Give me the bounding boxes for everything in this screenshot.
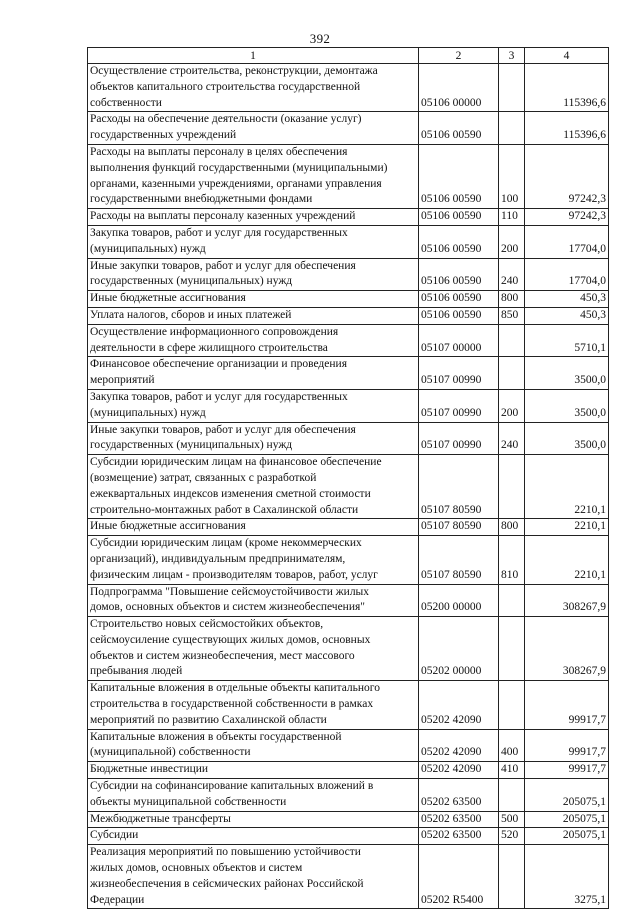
row-name-cell: Иные закупки товаров, работ и услуг для обеспечения государственных (муниципальных) нужд — [88, 422, 419, 455]
row-code-cell: 05202 63500 — [419, 811, 499, 828]
row-name-cell: Иные бюджетные ассигнования — [88, 291, 419, 308]
table-row — [88, 617, 609, 681]
row-code-cell: 05202 R5400 — [419, 845, 499, 909]
row-amount-cell: 5710,1 — [525, 324, 609, 357]
row-name-cell: Осуществление информационного сопровождения деятельности в сфере жилищного строительства — [88, 324, 419, 357]
row-amount-cell: 205075,1 — [525, 811, 609, 828]
table-row — [88, 584, 609, 617]
row-code-cell: 05107 80590 — [419, 519, 499, 536]
table-row — [88, 291, 609, 308]
row-type-cell — [499, 455, 525, 519]
row-name-cell: Иные бюджетные ассигнования — [88, 519, 419, 536]
row-amount-cell: 99917,7 — [525, 729, 609, 762]
row-code-cell: 05106 00590 — [419, 258, 499, 291]
table-row — [88, 64, 609, 112]
row-amount-cell: 3275,1 — [525, 845, 609, 909]
row-name-cell: Субсидии юридическим лицам (кроме некоммерческих организаций), индивидуальным предпринимателям, физическим лицам - производителям товаров, работ, услуг — [88, 536, 419, 584]
row-name-cell: Иные закупки товаров, работ и услуг для обеспечения государственных (муниципальных) нужд — [88, 258, 419, 291]
row-name-cell: Субсидии — [88, 828, 419, 845]
row-amount-cell: 450,3 — [525, 307, 609, 324]
column-header-4: 4 — [525, 48, 609, 64]
row-code-cell: 05107 00990 — [419, 357, 499, 390]
row-code-cell: 05106 00590 — [419, 209, 499, 226]
row-type-cell: 810 — [499, 536, 525, 584]
row-type-cell — [499, 112, 525, 145]
row-code-cell: 05107 00990 — [419, 389, 499, 422]
row-name-cell: Субсидии на софинансирование капитальных вложений в объекты муниципальной собственности — [88, 779, 419, 812]
row-amount-cell: 17704,0 — [525, 258, 609, 291]
row-code-cell: 05106 00590 — [419, 307, 499, 324]
table-row — [88, 811, 609, 828]
row-name-cell: Закупка товаров, работ и услуг для государственных (муниципальных) нужд — [88, 225, 419, 258]
row-amount-cell: 205075,1 — [525, 828, 609, 845]
table-row — [88, 536, 609, 584]
row-amount-cell: 115396,6 — [525, 64, 609, 112]
row-type-cell — [499, 779, 525, 812]
row-amount-cell: 3500,0 — [525, 422, 609, 455]
row-amount-cell: 17704,0 — [525, 225, 609, 258]
row-amount-cell: 2210,1 — [525, 455, 609, 519]
row-type-cell: 800 — [499, 519, 525, 536]
table-row — [88, 519, 609, 536]
row-code-cell: 05106 00590 — [419, 144, 499, 208]
row-type-cell: 400 — [499, 729, 525, 762]
row-code-cell: 05107 00990 — [419, 422, 499, 455]
row-amount-cell: 205075,1 — [525, 779, 609, 812]
column-header-3: 3 — [499, 48, 525, 64]
table-row — [88, 144, 609, 208]
row-type-cell: 410 — [499, 762, 525, 779]
row-type-cell: 200 — [499, 389, 525, 422]
row-type-cell — [499, 324, 525, 357]
row-type-cell — [499, 64, 525, 112]
row-name-cell: Межбюджетные трансферты — [88, 811, 419, 828]
row-type-cell: 520 — [499, 828, 525, 845]
table-row — [88, 307, 609, 324]
table-row — [88, 422, 609, 455]
page-number: 392 — [309, 31, 331, 46]
table-row — [88, 258, 609, 291]
table-row — [88, 389, 609, 422]
row-code-cell: 05202 42090 — [419, 681, 499, 729]
row-type-cell — [499, 617, 525, 681]
row-code-cell: 05202 63500 — [419, 828, 499, 845]
row-type-cell: 110 — [499, 209, 525, 226]
table-row — [88, 324, 609, 357]
row-code-cell: 05107 80590 — [419, 536, 499, 584]
row-amount-cell: 308267,9 — [525, 617, 609, 681]
row-type-cell: 100 — [499, 144, 525, 208]
row-name-cell: Бюджетные инвестиции — [88, 762, 419, 779]
row-code-cell: 05202 00000 — [419, 617, 499, 681]
table-body — [88, 64, 609, 909]
row-code-cell: 05107 80590 — [419, 455, 499, 519]
row-code-cell: 05202 42090 — [419, 762, 499, 779]
row-type-cell: 800 — [499, 291, 525, 308]
row-name-cell: Уплата налогов, сборов и иных платежей — [88, 307, 419, 324]
row-type-cell: 240 — [499, 422, 525, 455]
table-row — [88, 762, 609, 779]
row-name-cell: Капитальные вложения в объекты государственной (муниципальной) собственности — [88, 729, 419, 762]
table-row — [88, 209, 609, 226]
row-name-cell: Закупка товаров, работ и услуг для государственных (муниципальных) нужд — [88, 389, 419, 422]
table-row — [88, 729, 609, 762]
table-row — [88, 828, 609, 845]
row-amount-cell: 3500,0 — [525, 389, 609, 422]
budget-table — [87, 47, 609, 909]
row-amount-cell: 97242,3 — [525, 209, 609, 226]
row-amount-cell: 2210,1 — [525, 536, 609, 584]
row-amount-cell: 99917,7 — [525, 762, 609, 779]
row-type-cell — [499, 357, 525, 390]
row-amount-cell: 2210,1 — [525, 519, 609, 536]
row-amount-cell: 99917,7 — [525, 681, 609, 729]
header-row — [88, 48, 609, 64]
row-name-cell: Финансовое обеспечение организации и проведения мероприятий — [88, 357, 419, 390]
row-code-cell: 05107 00000 — [419, 324, 499, 357]
row-code-cell: 05106 00000 — [419, 64, 499, 112]
row-name-cell: Реализация мероприятий по повышению устойчивости жилых домов, основных объектов и систем жизнеобеспечения в сейсмических районах Российской Федерации — [88, 845, 419, 909]
row-code-cell: 05202 63500 — [419, 779, 499, 812]
column-header-2: 2 — [419, 48, 499, 64]
row-type-cell: 200 — [499, 225, 525, 258]
row-amount-cell: 3500,0 — [525, 357, 609, 390]
row-name-cell: Субсидии юридическим лицам на финансовое обеспечение (возмещение) затрат, связанных с разработкой ежеквартальных индексов изменения сметной стоимости строительно-монтажных работ в Сахалинской области — [88, 455, 419, 519]
row-code-cell: 05200 00000 — [419, 584, 499, 617]
table-row — [88, 779, 609, 812]
row-amount-cell: 97242,3 — [525, 144, 609, 208]
row-name-cell: Подпрограмма "Повышение сейсмоустойчивости жилых домов, основных объектов и систем жизнеобеспечения" — [88, 584, 419, 617]
row-code-cell: 05106 00590 — [419, 291, 499, 308]
row-code-cell: 05106 00590 — [419, 225, 499, 258]
column-header-1: 1 — [88, 48, 419, 64]
row-name-cell: Расходы на выплаты персоналу в целях обеспечения выполнения функций государственными (муниципальными) органами, казенными учреждениями, органами управления государственными внебюджетными фондами — [88, 144, 419, 208]
row-type-cell — [499, 584, 525, 617]
row-code-cell: 05202 42090 — [419, 729, 499, 762]
row-name-cell: Расходы на выплаты персоналу казенных учреждений — [88, 209, 419, 226]
table-row — [88, 845, 609, 909]
row-type-cell — [499, 845, 525, 909]
row-name-cell: Расходы на обеспечение деятельности (оказание услуг) государственных учреждений — [88, 112, 419, 145]
row-type-cell: 850 — [499, 307, 525, 324]
row-amount-cell: 308267,9 — [525, 584, 609, 617]
table-row — [88, 357, 609, 390]
row-code-cell: 05106 00590 — [419, 112, 499, 145]
row-type-cell: 500 — [499, 811, 525, 828]
table-row — [88, 681, 609, 729]
table-row — [88, 225, 609, 258]
row-type-cell: 240 — [499, 258, 525, 291]
row-type-cell — [499, 681, 525, 729]
table-row — [88, 112, 609, 145]
row-name-cell: Осуществление строительства, реконструкции, демонтажа объектов капитального строительства государственной собственности — [88, 64, 419, 112]
table-row — [88, 455, 609, 519]
row-amount-cell: 115396,6 — [525, 112, 609, 145]
row-name-cell: Строительство новых сейсмостойких объектов, сейсмоусиление существующих жилых домов, основных объектов и систем жизнеобеспечения, мест массового пребывания людей — [88, 617, 419, 681]
row-name-cell: Капитальные вложения в отдельные объекты капитального строительства в государственной собственности в рамках мероприятий по развитию Сахалинской области — [88, 681, 419, 729]
row-amount-cell: 450,3 — [525, 291, 609, 308]
